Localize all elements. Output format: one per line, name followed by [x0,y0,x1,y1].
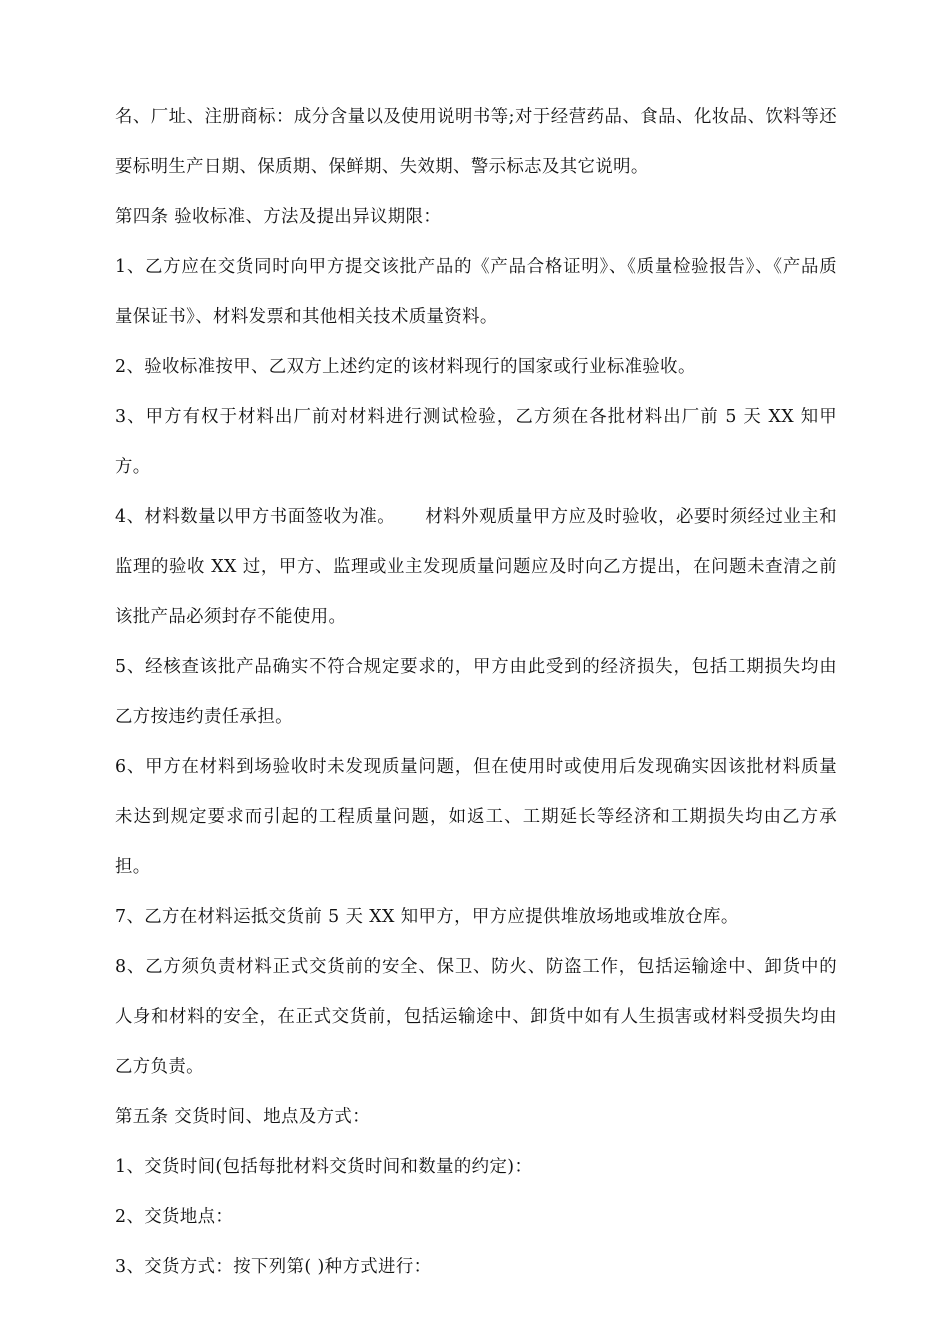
paragraph-product-labeling: 名、厂址、注册商标：成分含量以及使用说明书等;对于经营药品、食品、化妆品、饮料等还要标明生产日期、保质期、保鲜期、失效期、警示标志及其它说明。 [115,107,837,177]
paragraph-clause-4-1: 1、乙方应在交货同时向甲方提交该批产品的《产品合格证明》、《质量检验报告》、《产品质量保证书》、材料发票和其他相关技术质量资料。 [115,257,837,327]
document-page [115,92,837,1292]
paragraph-clause-5-2: 2、交货地点： [115,1207,234,1227]
paragraph-clause-5-3: 3、交货方式：按下列第( )种方式进行： [115,1257,432,1277]
paragraph-clause-4-2: 2、验收标准按甲、乙双方上述约定的该材料现行的国家或行业标准验收。 [115,357,696,377]
heading-article-4: 第四条 验收标准、方法及提出异议期限： [115,207,442,227]
paragraph-clause-4-3: 3、甲方有权于材料出厂前对材料进行测试检验，乙方须在各批材料出厂前 5 天 XX 知甲方。 [115,407,837,477]
paragraph-clause-4-6: 6、甲方在材料到场验收时未发现质量问题，但在使用时或使用后发现确实因该批材料质量未达到规定要求而引起的工程质量问题，如返工、工期延长等经济和工期损失均由乙方承担。 [115,757,837,877]
paragraph-clause-5-1: 1、交货时间(包括每批材料交货时间和数量的约定)： [115,1157,533,1177]
paragraph-clause-4-8: 8、乙方须负责材料正式交货前的安全、保卫、防火、防盗工作，包括运输途中、卸货中的人身和材料的安全，在正式交货前，包括运输途中、卸货中如有人生损害或材料受损失均由乙方负责。 [115,957,837,1077]
paragraph-clause-4-7: 7、乙方在材料运抵交货前 5 天 XX 知甲方，甲方应提供堆放场地或堆放仓库。 [115,907,739,927]
paragraph-clause-4-4: 4、材料数量以甲方书面签收为准。 材料外观质量甲方应及时验收，必要时须经过业主和监理的验收 XX 过，甲方、监理或业主发现质量问题应及时向乙方提出，在问题未查清之前该批产品必须封存不能使用。 [115,507,837,627]
paragraph-clause-4-5: 5、经核查该批产品确实不符合规定要求的，甲方由此受到的经济损失，包括工期损失均由乙方按违约责任承担。 [115,657,837,727]
heading-article-5: 第五条 交货时间、地点及方式： [115,1107,370,1127]
